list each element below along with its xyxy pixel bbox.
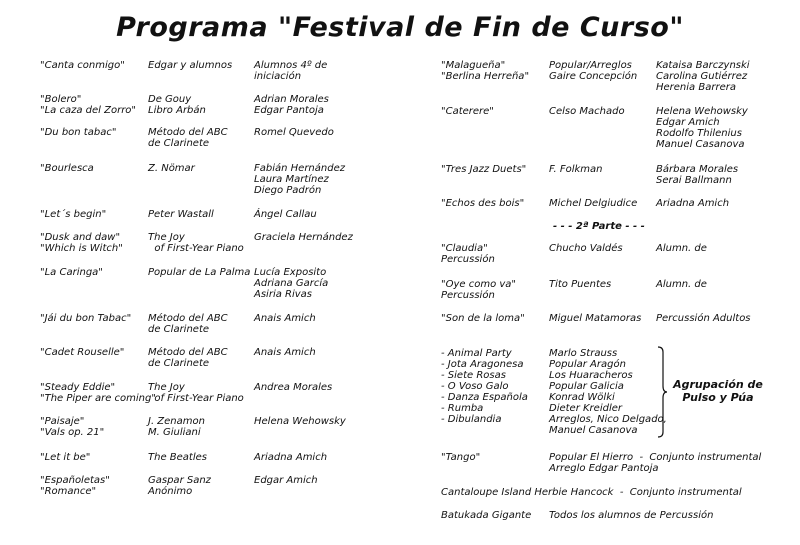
piece-title: "Echos des bois" — [441, 198, 525, 209]
performers: Ángel Callau — [254, 209, 317, 220]
performers: Romel Quevedo — [254, 127, 334, 138]
piece-title: "Tres Jazz Duets" — [441, 164, 527, 175]
performers: Helena Wehowsky Edgar Amich Rodolfo Thilenius Manuel Casanova — [656, 106, 748, 150]
piece-title: "Let it be" — [40, 452, 91, 463]
composer: Método del ABC de Clarinete — [148, 127, 228, 149]
performers: Adrian Morales Edgar Pantoja — [254, 94, 329, 116]
composer: Peter Wastall — [148, 209, 214, 220]
composer: Popular/Arreglos Gaire Concepción — [549, 60, 638, 82]
piece-title: "Caterere" — [441, 106, 494, 117]
tango-line1: Popular El Hierro - Conjunto instrumental — [549, 452, 762, 463]
piece-title: "Paisaje" "Vals op. 21" — [40, 416, 105, 438]
composer: Método del ABC de Clarinete — [148, 347, 228, 369]
composer: F. Folkman — [549, 164, 603, 175]
batukada-text: Todos los alumnos de Percussión — [549, 510, 714, 521]
piece-title: "Let´s begin" — [40, 209, 107, 220]
piece-title: "Son de la loma" — [441, 313, 525, 324]
piece-title: "Cadet Rouselle" — [40, 347, 125, 358]
performers: Bárbara Morales Serai Ballmann — [656, 164, 739, 186]
composer: Chucho Valdés — [549, 243, 623, 254]
composer: Método del ABC de Clarinete — [148, 313, 228, 335]
second-part-heading: - - - 2ª Parte - - - — [553, 221, 645, 232]
performers: Alumnos 4º de iniciación — [254, 60, 328, 82]
group-authors: Marlo Strauss Popular Aragón Los Huaracheros Popular Galicia Konrad Wölki Dieter Kreidler Arreglos, Nico Delgado, Manuel Casanova — [549, 348, 667, 436]
performers: Percussión Adultos — [656, 313, 751, 324]
composer: J. Zenamon M. Giuliani — [148, 416, 205, 438]
performers: Alumn. de — [656, 279, 707, 290]
composer: The Joy of First-Year Piano — [148, 382, 244, 404]
composer: The Beatles — [148, 452, 207, 463]
piece-title: "Bolero" "La caza del Zorro" — [40, 94, 137, 116]
piece-title: "Jái du bon Tabac" — [40, 313, 132, 324]
piece-title: "Oye como va" Percussión — [441, 279, 517, 301]
piece-title: "Bourlesca — [40, 163, 94, 174]
composer: Z. Nömar — [148, 163, 195, 174]
composer: Gaspar Sanz Anónimo — [148, 475, 211, 497]
composer: De Gouy Libro Arbán — [148, 94, 206, 116]
piece-title: "Tango" — [441, 452, 481, 463]
performers: Fabián Hernández Laura Martínez Diego Padrón — [254, 163, 345, 196]
performers: Helena Wehowsky — [254, 416, 346, 427]
tango-line2: Arreglo Edgar Pantoja — [549, 463, 659, 474]
composer: Celso Machado — [549, 106, 625, 117]
group-pieces: - Animal Party - Jota Aragonesa - Siete Rosas - O Voso Galo - Danza Española - Rumba - Dibulandia — [441, 348, 528, 425]
composer: The Joy of First-Year Piano — [148, 232, 244, 254]
composer: Edgar y alumnos — [148, 60, 233, 71]
piece-title: Batukada Gigante — [441, 510, 532, 521]
cantaloupe-line: Cantaloupe Island Herbie Hancock - Conjunto instrumental — [441, 487, 742, 498]
page-title: Programa "Festival de Fin de Curso" — [116, 12, 684, 43]
piece-title: "Españoletas" "Romance" — [40, 475, 110, 497]
performers: Edgar Amich — [254, 475, 318, 486]
performers: Anais Amich — [254, 313, 316, 324]
piece-title: "Canta conmigo" — [40, 60, 125, 71]
composer: Michel Delgiudice — [549, 198, 638, 209]
performers: Andrea Morales — [254, 382, 333, 393]
performers: Ariadna Amich — [254, 452, 328, 463]
performers: Alumn. de — [656, 243, 707, 254]
performers: Anais Amich — [254, 347, 316, 358]
performers: Kataisa Barczynski Carolina Gutiérrez Herenia Barrera — [656, 60, 750, 93]
piece-title: "La Caringa" — [40, 267, 103, 278]
group-label: Agrupación de Pulso y Púa — [673, 378, 763, 404]
piece-title: "Steady Eddie" "The Piper are coming" — [40, 382, 156, 404]
performers: Lucía Exposito Adriana García Asiria Rivas — [254, 267, 329, 300]
piece-title: "Du bon tabac" — [40, 127, 117, 138]
piece-title: "Malagueña" "Berlina Herreña" — [441, 60, 530, 82]
composer: Miguel Matamoras — [549, 313, 642, 324]
performers: Ariadna Amich — [656, 198, 730, 209]
composer: Popular de La Palma — [148, 267, 251, 278]
composer: Tito Puentes — [549, 279, 612, 290]
piece-title: "Claudia" Percussión — [441, 243, 495, 265]
performers: Graciela Hernández — [254, 232, 353, 243]
piece-title: "Dusk and daw" "Which is Witch" — [40, 232, 123, 254]
